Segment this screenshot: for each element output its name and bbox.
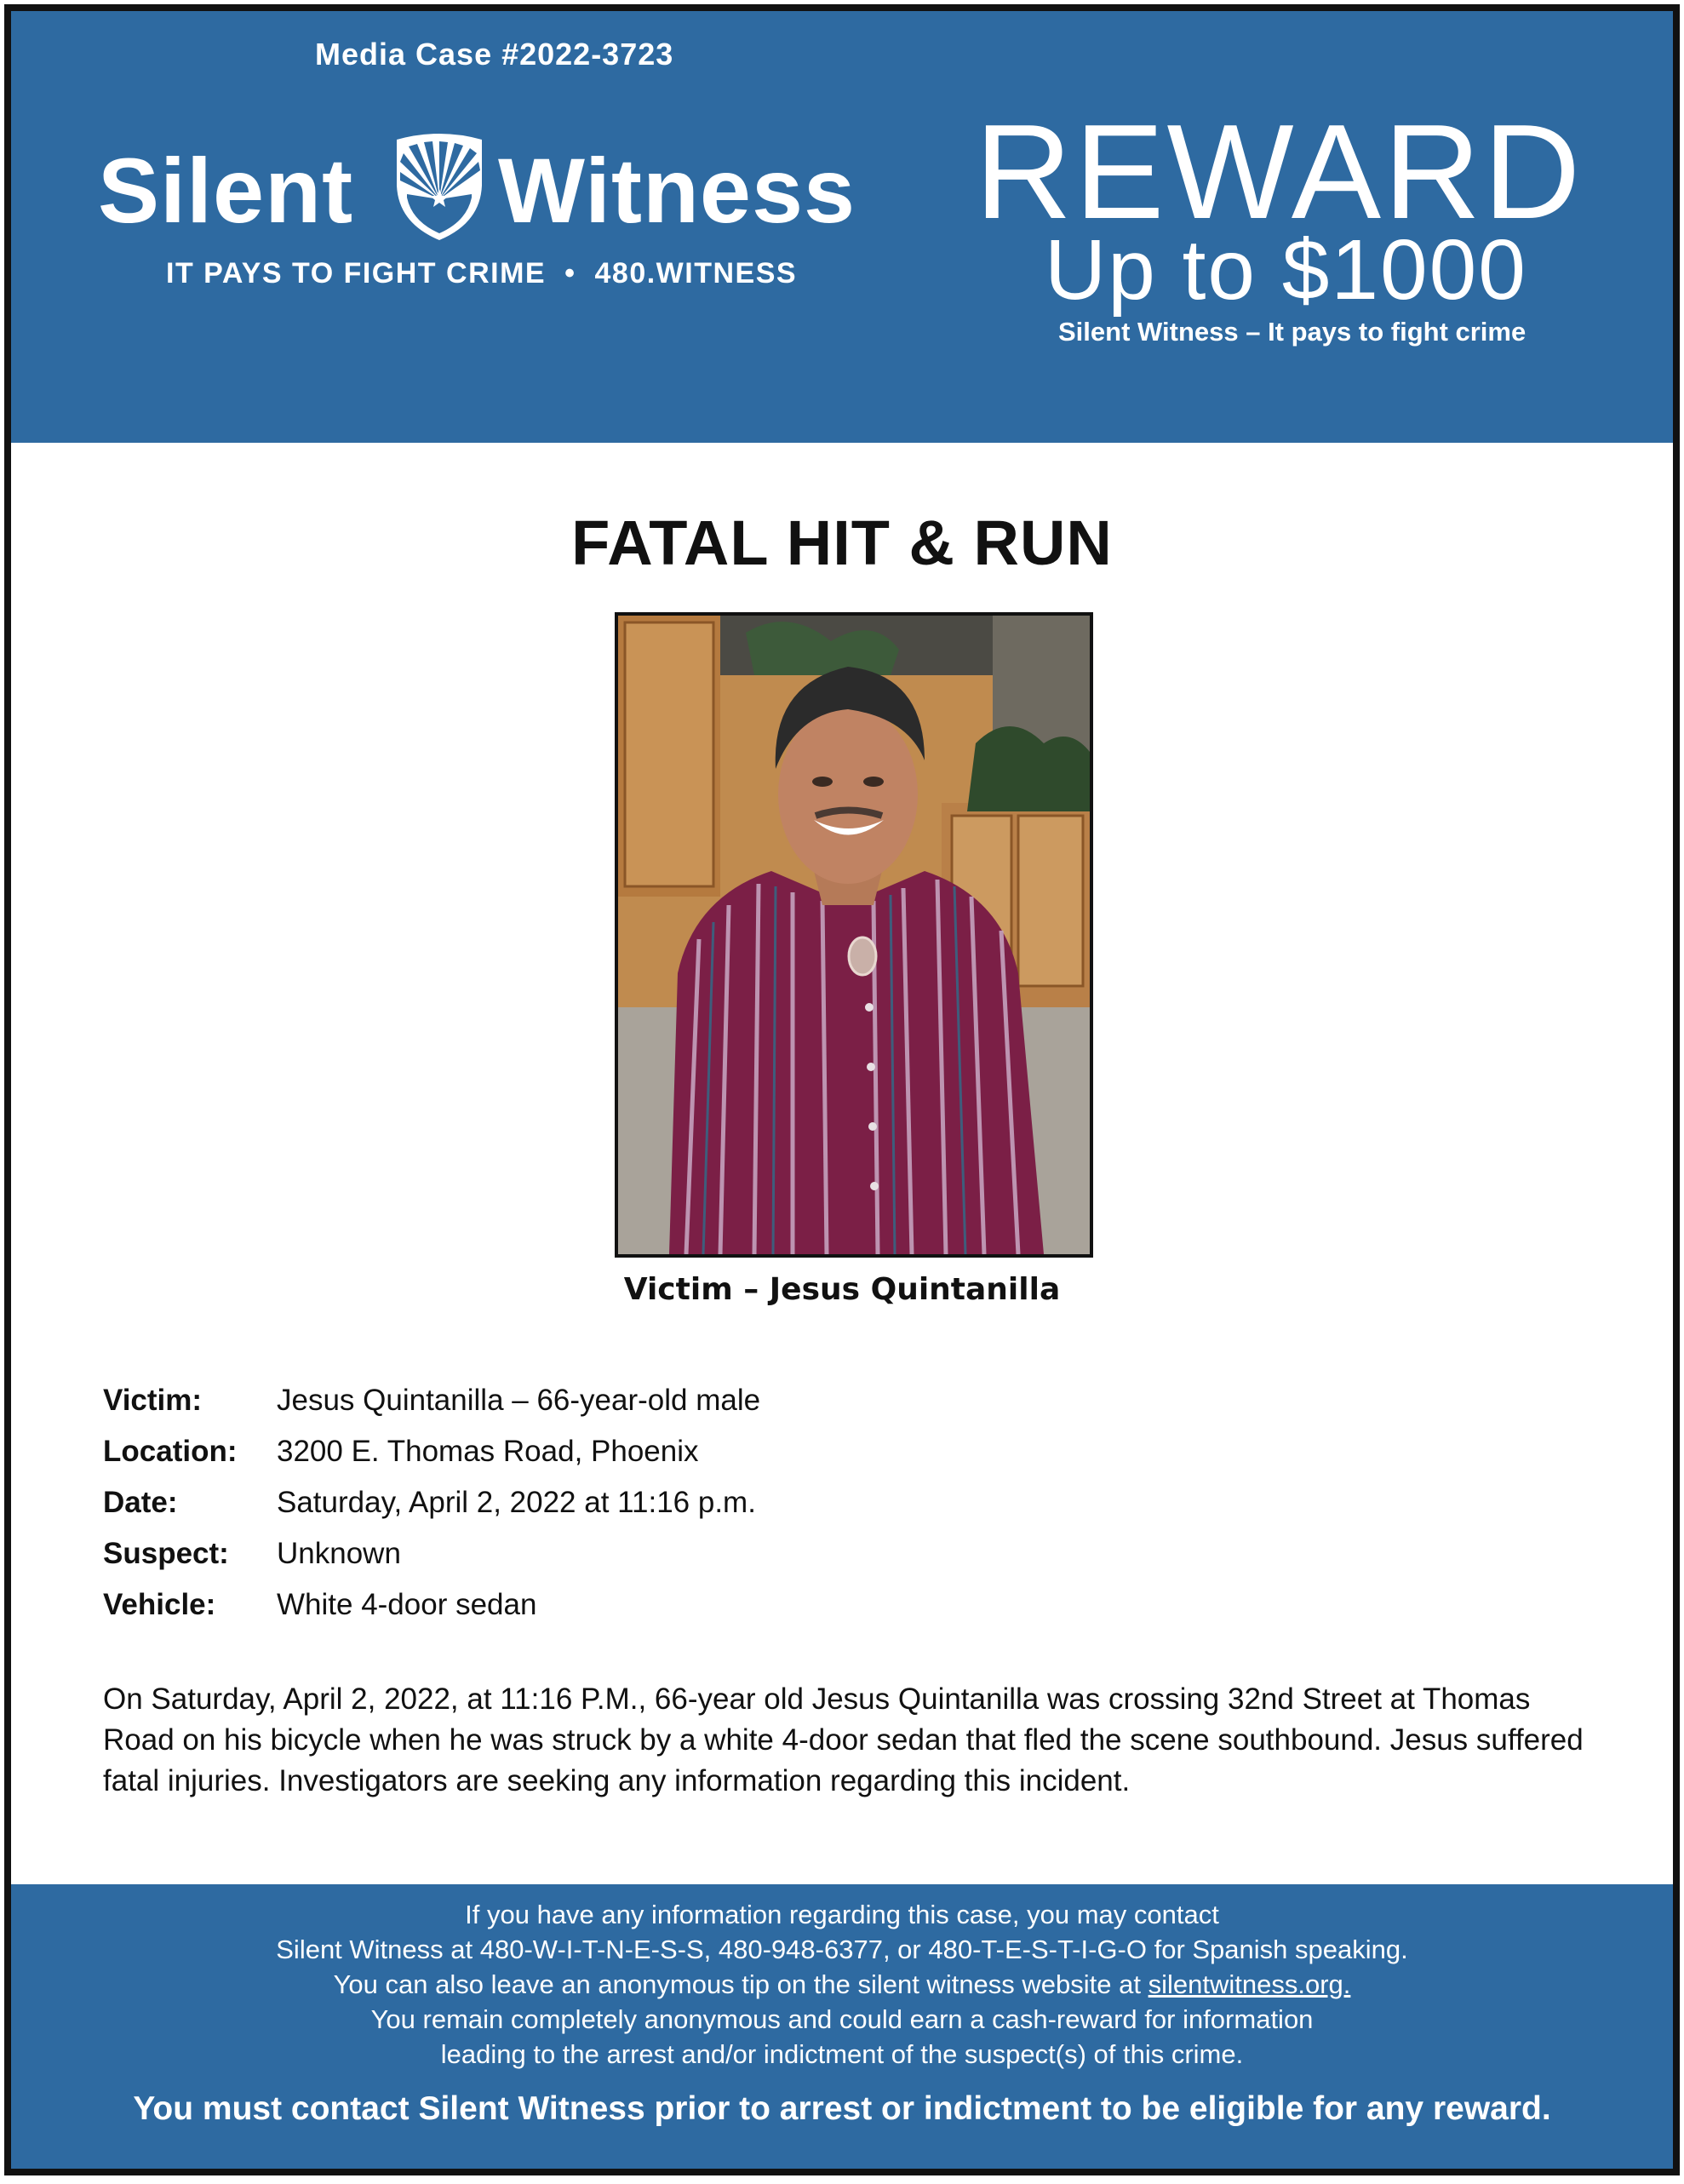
- contact-line: If you have any information regarding this case, you may contact: [465, 1900, 1219, 1929]
- fact-value: Jesus Quintanilla – 66-year-old male: [277, 1384, 761, 1417]
- contact-footer: [4, 1884, 1680, 2175]
- eligibility-notice: You must contact Silent Witness prior to arrest or indictment to be eligible for any reward.: [133, 2090, 1551, 2127]
- logo-word-witness: Witness: [498, 139, 856, 242]
- fact-value: 3200 E. Thomas Road, Phoenix: [277, 1435, 699, 1468]
- reward-amount: Up to $1000: [1045, 222, 1527, 318]
- page-title: FATAL HIT & RUN: [571, 507, 1113, 578]
- media-case-number: Media Case #2022-3723: [315, 37, 674, 72]
- tagline: [166, 257, 797, 290]
- reward-title: REWARD: [975, 97, 1584, 247]
- header-banner: [4, 4, 1680, 443]
- anonymity-line: You remain completely anonymous and could earn a cash-reward for information: [370, 2004, 1314, 2034]
- contact-website-line: [4, 1967, 1680, 2002]
- tagline-slogan: IT PAYS TO FIGHT CRIME: [166, 257, 547, 289]
- tagline-separator: •: [564, 257, 576, 289]
- fact-value: White 4-door sedan: [277, 1588, 537, 1621]
- reward-subtitle: Silent Witness – It pays to fight crime: [1058, 317, 1526, 347]
- fact-label: Suspect:: [103, 1537, 229, 1570]
- victim-photo: [615, 612, 1093, 1258]
- tagline-phone: 480.WITNESS: [594, 257, 798, 289]
- arizona-shield-icon: [392, 133, 487, 244]
- fact-label: Date:: [103, 1486, 178, 1519]
- logo-word-silent: Silent: [98, 139, 354, 242]
- fact-label: Vehicle:: [103, 1588, 216, 1621]
- incident-narrative: On Saturday, April 2, 2022, at 11:16 P.M., 66-year old Jesus Quintanilla was crossing 32nd Street at Thomas Road on his bicycle when he was struck by a white 4-door sedan that fled the scene southbound. Jesus suffered fatal injuries. Investigators are seeking any information regarding this incident.: [103, 1682, 1584, 1797]
- contact-phone-line: Silent Witness at 480-W-I-T-N-E-S-S, 480-948-6377, or 480-T-E-S-T-I-G-O for Spanish speaking.: [276, 1935, 1408, 1964]
- website-link[interactable]: silentwitness.org.: [1148, 1969, 1351, 1999]
- photo-caption: Victim – Jesus Quintanilla: [623, 1272, 1061, 1307]
- website-line-text: You can also leave an anonymous tip on the silent witness website at: [333, 1969, 1148, 1999]
- fact-value: Unknown: [277, 1537, 401, 1570]
- contact-info: [4, 1897, 1680, 2072]
- fact-label: Victim:: [103, 1384, 203, 1417]
- fact-value: Saturday, April 2, 2022 at 11:16 p.m.: [277, 1486, 756, 1519]
- flyer-page: [4, 4, 1680, 2175]
- arrest-line: leading to the arrest and/or indictment of the suspect(s) of this crime.: [440, 2039, 1244, 2069]
- fact-label: Location:: [103, 1435, 238, 1468]
- victim-photo-illustration: [618, 616, 1090, 1254]
